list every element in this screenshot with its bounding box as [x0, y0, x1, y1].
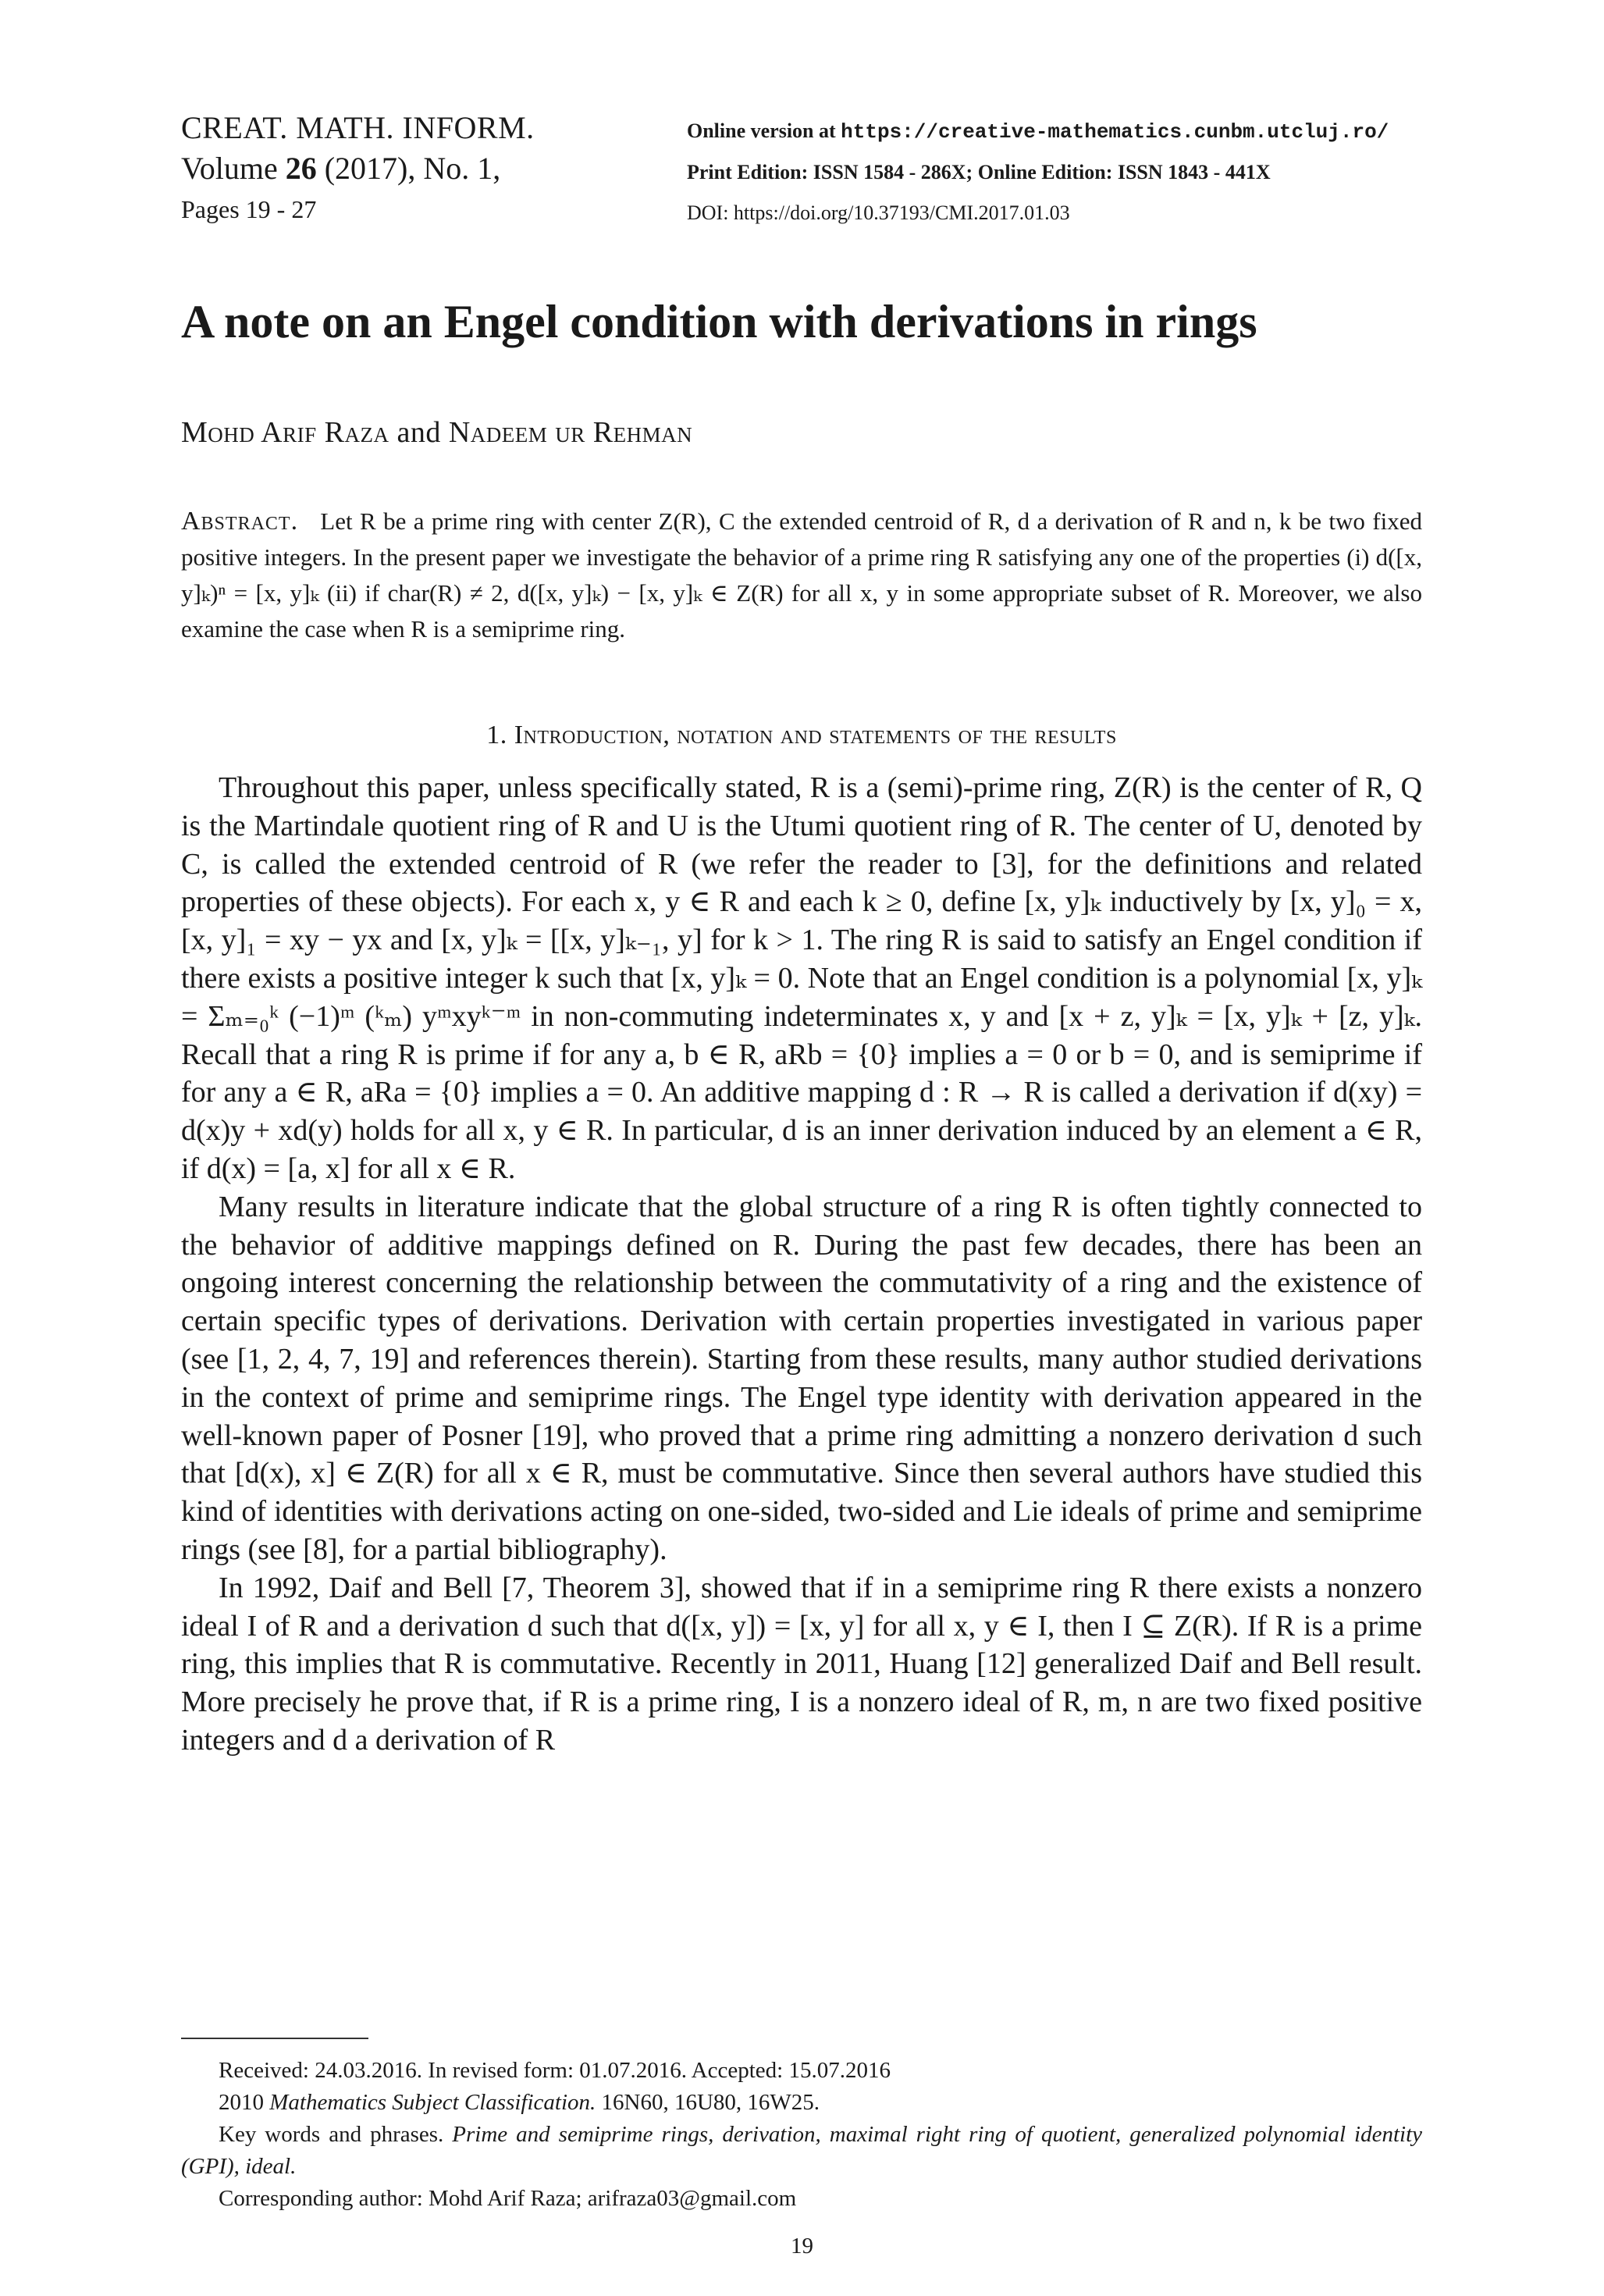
online-label: Online version at	[687, 119, 841, 142]
volume-suffix: (2017), No. 1,	[316, 151, 501, 186]
paragraph-1: Throughout this paper, unless specifically stated, R is a (semi)-prime ring, Z(R) is the center of R, Q is the Martindale quotient ring of R and U is the Utumi quotient ring of R. The center of U, denoted by C, is called the extended centroid of R (we refer the reader to [3], for the definitions and related properties of these objects). For each x, y ∈ R and each k ≥ 0, define [x, y]ₖ inductively by [x, y]₀ = x, [x, y]₁ = xy − yx and [x, y]ₖ = [[x, y]ₖ₋₁, y] for k > 1. The ring R is said to satisfy an Engel condition if there exists a positive integer k such that [x, y]ₖ = 0. Note that an Engel condition is a polynomial [x, y]ₖ = Σₘ₌₀ᵏ (−1)ᵐ (ᵏₘ) yᵐxyᵏ⁻ᵐ in non-commuting indeterminates x, y and [x + z, y]ₖ = [x, y]ₖ + [z, y]ₖ. Recall that a ring R is prime if for any a, b ∈ R, aRb = {0} implies a = 0 or b = 0, and is semiprime if for any a ∈ R, aRa = {0} implies a = 0. An additive mapping d : R → R is called a derivation if d(xy) = d(x)y + xd(y) holds for all x, y ∈ R. In particular, d is an inner derivation induced by an element a ∈ R, if d(x) = [a, x] for all x ∈ R.	[181, 771, 1422, 1185]
section-heading: 1. Introduction, notation and statements of the results	[486, 721, 1117, 749]
keywords	[181, 2119, 1422, 2183]
author-2: Nadeem ur Rehman	[448, 416, 693, 449]
msc-label: Mathematics Subject Classification.	[269, 2090, 596, 2115]
online-url-link[interactable]: https://creative-mathematics.cunbm.utcluj.ro/	[841, 120, 1389, 144]
author-1: Mohd Arif Raza	[181, 416, 389, 449]
author-line	[181, 414, 692, 451]
author-conjunction: and	[389, 416, 449, 449]
msc-prefix: 2010	[219, 2090, 270, 2115]
online-version	[687, 111, 1592, 152]
journal-name: CREAT. MATH. INFORM.	[181, 110, 535, 145]
msc-classification	[181, 2087, 1422, 2119]
publication-info	[687, 111, 1592, 233]
corresponding-author: Corresponding author: Mohd Arif Raza; arifraza03@gmail.com	[219, 2186, 797, 2211]
msc-codes: 16N60, 16U80, 16W25.	[596, 2090, 820, 2115]
page-number: 19	[791, 2234, 813, 2259]
abstract	[181, 504, 1422, 647]
received-dates: Received: 24.03.2016. In revised form: 01.07.2016. Accepted: 15.07.2016	[219, 2058, 891, 2083]
paragraph-3: In 1992, Daif and Bell [7, Theorem 3], showed that if in a semiprime ring R there exists a nonzero ideal I of R and a derivation d such that d([x, y]) = [x, y] for all x, y ∈ I, then I ⊆ Z(R). If R is a prime ring, this implies that R is commutative. Recently in 2011, Huang [12] generalized Daif and Bell result. More precisely he prove that, if R is a prime ring, I is a nonzero ideal of R, m, n are two fixed positive integers and d a derivation of R	[181, 1571, 1422, 1757]
page-range: Pages 19 - 27	[181, 195, 317, 223]
paper-title: A note on an Engel condition with derivations in rings	[181, 296, 1257, 347]
keywords-text: Prime and semiprime rings, derivation, maximal right ring of quotient, generalized polynomial identity (GPI), ideal.	[181, 2122, 1422, 2179]
footnotes	[181, 2055, 1422, 2215]
doi-link[interactable]: DOI: https://doi.org/10.37193/CMI.2017.01.03	[687, 201, 1070, 224]
keywords-label: Key words and phrases.	[219, 2122, 453, 2147]
body-text	[181, 769, 1422, 1760]
journal-header	[181, 108, 681, 228]
paragraph-2: Many results in literature indicate that the global structure of a ring R is often tightly connected to the behavior of additive mappings defined on R. During the past few decades, there has been an ongoing interest concerning the relationship between the commutativity of a ring and the existence of certain specific types of derivations. Derivation with certain properties investigated in various paper (see [1, 2, 4, 7, 19] and references therein). Starting from these results, many author studied derivations in the context of prime and semiprime rings. The Engel type identity with derivation appeared in the well-known paper of Posner [19], who proved that a prime ring admitting a nonzero derivation d such that [d(x), x] ∈ Z(R) for all x ∈ R, must be commutative. Since then several authors have studied this kind of identities with derivations acting on one-sided, two-sided and Lie ideals of prime and semiprime rings (see [8], for a partial bibliography).	[181, 1190, 1422, 1566]
abstract-label: Abstract.	[181, 507, 299, 536]
abstract-text: Let R be a prime ring with center Z(R), C the extended centroid of R, d a derivation of R and n, k be two fixed positive integers. In the present paper we investigate the behavior of a prime ring R satisfying any one of the properties (i) d([x, y]ₖ)ⁿ = [x, y]ₖ (ii) if char(R) ≠ 2, d([x, y]ₖ) − [x, y]ₖ ∈ Z(R) for all x, y in some appropriate subset of R. Moreover, we also examine the case when R is a semiprime ring.	[181, 507, 1422, 643]
issn-info: Print Edition: ISSN 1584 - 286X; Online Edition: ISSN 1843 - 441X	[687, 161, 1271, 183]
volume-info	[181, 148, 681, 189]
volume-number: 26	[285, 151, 317, 186]
footnote-rule	[181, 2038, 368, 2039]
volume-prefix: Volume	[181, 151, 286, 186]
